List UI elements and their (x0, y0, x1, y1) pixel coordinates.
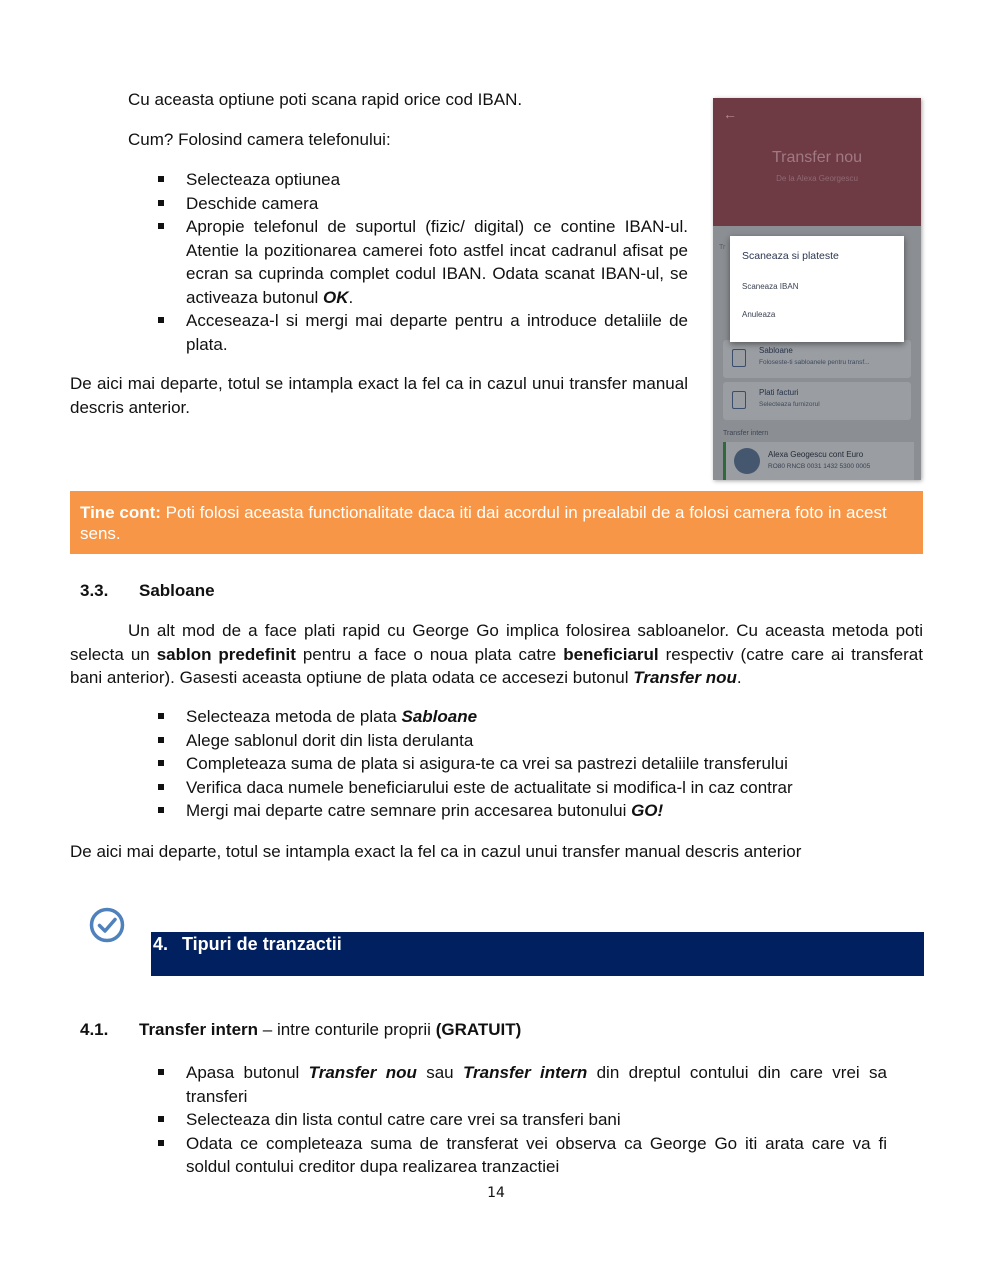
invoice-icon (732, 391, 746, 409)
list-item (186, 776, 923, 800)
paragraph-text: Un alt mod de a face plati rapid cu George Go implica folosirea sabloanelor. Cu aceasta metoda poti selecta un (70, 621, 923, 664)
paragraph-text: respectiv (catre care ai transferat bani anterior). Gasesti aceasta optiune de plata odata ce accesezi butonul (70, 644, 923, 687)
section-number: 4. (153, 934, 169, 954)
sabloane-paragraph (70, 619, 923, 690)
list-item (186, 705, 923, 729)
note-text: Poti folosi aceasta functionalitate daca iti dai acordul in prealabil de a folosi camera foto in acest sens. (80, 503, 887, 543)
note-box (70, 491, 923, 554)
section-4-heading (153, 932, 342, 956)
paragraph-bold: beneficiarul (563, 644, 659, 664)
account-name: Alexa Geogescu cont Euro (768, 450, 864, 459)
sabloane-bullet-list (186, 705, 923, 823)
card-title: Sabloane (759, 346, 793, 355)
intro-paragraph-3: De aici mai departe, totul se intampla exact la fel ca in cazul unui transfer manual descris anterior. (70, 374, 688, 417)
arrow-left-icon: ← (723, 106, 737, 122)
phone-screenshot (713, 98, 921, 480)
document-icon (732, 349, 746, 367)
section-title: Sabloane (139, 581, 215, 600)
account-iban: RO80 RNCB 0031 1432 5300 0005 (768, 463, 871, 470)
sabloane-outro: De aici mai departe, totul se intampla exact la fel ca in cazul unui transfer manual descris anterior (70, 842, 802, 861)
scan-dialog (730, 236, 904, 342)
subsection-title (139, 1018, 521, 1042)
paragraph-emphasis: Transfer nou (633, 668, 737, 687)
phone-tiny-label: Tr (719, 244, 726, 251)
intro-paragraph-1: Cu aceasta optiune poti scana rapid orice cod IBAN. (128, 90, 523, 109)
list-item-text: Mergi mai departe catre semnare prin accesarea butonului (186, 801, 632, 820)
list-item-text: din dreptul contului din care vrei sa transferi (186, 1063, 887, 1106)
card-sabloane[interactable] (723, 340, 911, 378)
phone-subtitle: De la Alexa Georgescu (776, 174, 858, 183)
list-item (186, 1132, 887, 1179)
subsection-title-bold: Transfer intern (139, 1020, 259, 1039)
list-item-text: Odata ce completeaza suma de transferat vei observa ca George Go iti arata care va fi soldul contului creditor dupa realizarea tranzactiei (186, 1133, 887, 1176)
subsection-title-text: – intre conturile proprii (258, 1020, 436, 1039)
list-item-text: Alege sablonul dorit din lista derulanta (186, 730, 474, 750)
subsection-number: 4.1. (80, 1020, 109, 1039)
subsection-title-tag: (GRATUIT) (435, 1020, 522, 1039)
list-item-emphasis: Sabloane (401, 707, 478, 726)
list-item-emphasis: GO! (631, 801, 664, 820)
dialog-title: Scaneaza si plateste (742, 250, 839, 262)
list-item (186, 192, 688, 216)
phone-title: Transfer nou (771, 149, 863, 166)
list-item (186, 309, 688, 356)
paragraph-text: pentru a face o noua plata catre (295, 644, 564, 664)
list-item (186, 729, 923, 753)
list-item-text: Apropie telefonul de suportul (fizic/ digital) ce contine IBAN-ul. Atentie la pozitionarea camerei foto astfel incat cadranul afisat pe ecran sa cuprinda complet codul IBAN. Odata scanat IBAN-ul, se activeaza butonul (186, 217, 688, 307)
ok-button-reference: OK (323, 287, 349, 307)
note-label: Tine cont: (80, 503, 161, 522)
intro-paragraph-2: Cum? Folosind camera telefonului: (128, 130, 391, 149)
paragraph-text: . (736, 668, 742, 687)
phone-section-label: Transfer intern (723, 430, 769, 437)
account-item[interactable] (723, 442, 914, 480)
list-item-text: sau (416, 1063, 463, 1082)
list-item (186, 168, 688, 192)
intro-bullet-list (186, 168, 688, 356)
transfer-intern-bullet-list (186, 1061, 887, 1179)
list-item-text: Apasa butonul (186, 1063, 309, 1082)
phone-header (713, 98, 921, 226)
list-item-text: . (348, 287, 354, 307)
section-title: Tipuri de tranzactii (182, 934, 342, 954)
list-item-text: Selecteaza optiunea (186, 170, 341, 189)
card-subtitle: Foloseste-ti sabloanele pentru transf... (759, 359, 870, 366)
list-item-text: Verifica daca numele beneficiarului este de actualitate si modifica-l in caz contrar (186, 777, 793, 797)
list-item-text: Acceseaza-l si mergi mai departe pentru a introduce detaliile de plata. (186, 311, 688, 354)
list-item-emphasis: Transfer nou (308, 1063, 417, 1082)
list-item (186, 752, 923, 776)
list-item (186, 799, 923, 823)
list-item (186, 1061, 887, 1108)
paragraph-bold: sablon predefinit (156, 644, 296, 664)
list-item-text: Deschide camera (186, 193, 319, 213)
cancel-option[interactable]: Anuleaza (742, 310, 776, 319)
card-plati-facturi[interactable] (723, 382, 911, 420)
list-item (186, 1108, 887, 1132)
list-item-text: Selecteaza metoda de plata (186, 707, 402, 726)
scan-iban-option[interactable]: Scaneaza IBAN (742, 282, 799, 291)
list-item-emphasis: Transfer intern (462, 1063, 588, 1082)
page-number: 14 (487, 1185, 505, 1201)
avatar (734, 448, 760, 474)
card-subtitle: Selecteaza furnizorul (759, 401, 820, 408)
section-number: 3.3. (80, 581, 109, 600)
check-circle-icon (89, 907, 125, 943)
list-item-text: Completeaza suma de plata si asigura-te ca vrei sa pastrezi detaliile transferului (186, 754, 788, 773)
list-item-text: Selecteaza din lista contul catre care vrei sa transferi bani (186, 1110, 621, 1129)
list-item (186, 215, 688, 309)
card-title: Plati facturi (759, 388, 799, 397)
